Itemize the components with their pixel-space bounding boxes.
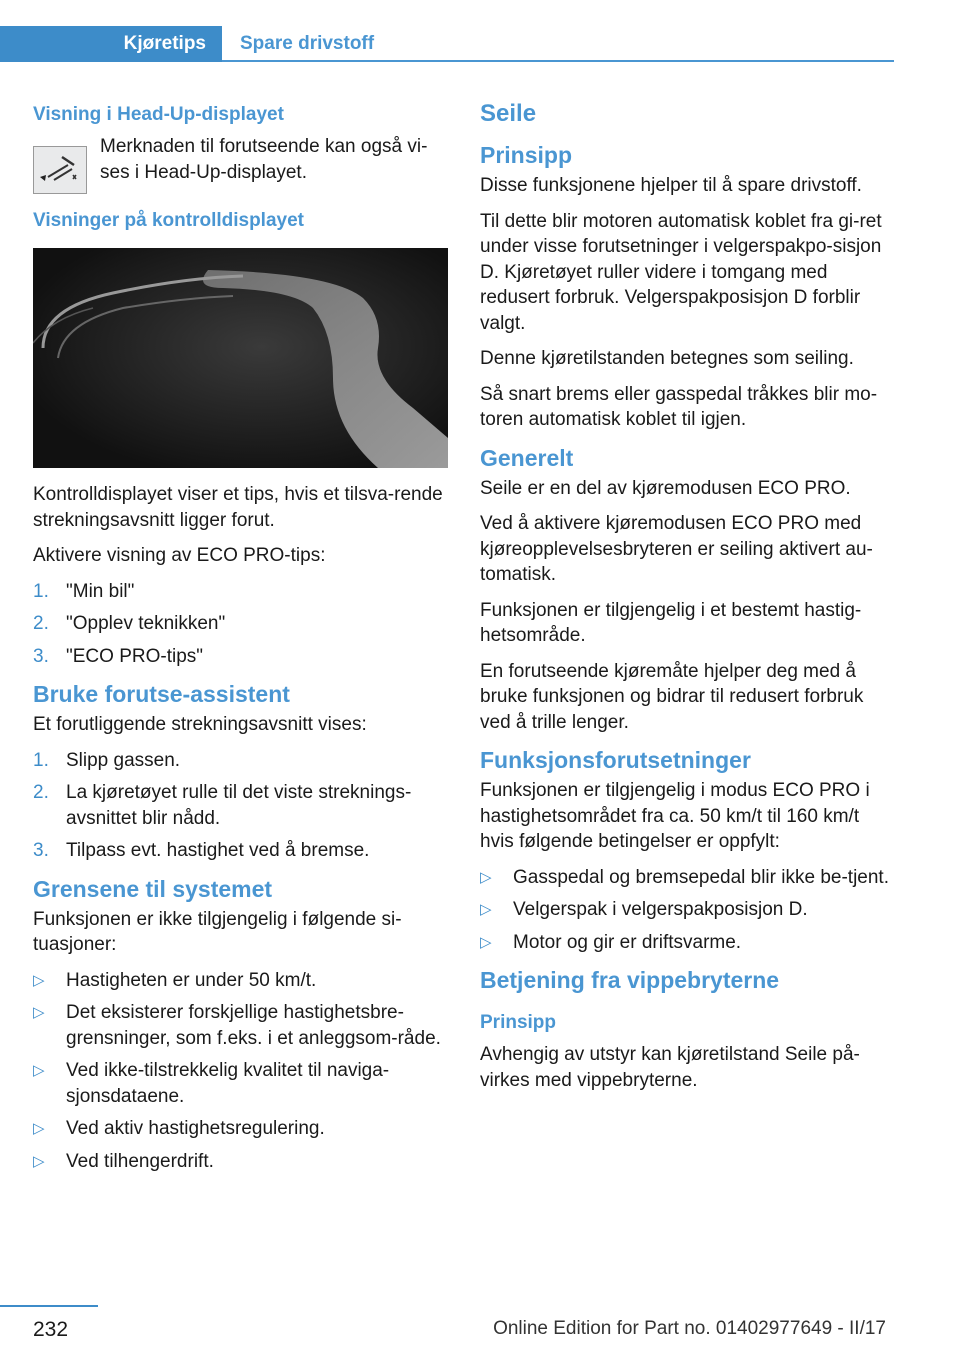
- online-edition-text: Online Edition for Part no. 01402977649 - II/17: [493, 1318, 886, 1339]
- list-item: ▷ Motor og gir er driftsvarme.: [480, 930, 895, 956]
- list-item: 3. "ECO PRO-tips": [33, 645, 204, 667]
- triangle-bullet-icon: ▷: [480, 901, 492, 918]
- list-item: 2. "Opplev teknikken": [33, 613, 226, 634]
- right-column: [480, 100, 895, 1103]
- list-item: ▷ Gasspedal og bremsepedal blir ikke be-tjent.: [480, 865, 895, 891]
- activate-text: Aktivere visning av ECO PRO-tips:: [33, 545, 326, 566]
- paragraph: Til dette blir motoren automatisk koblet fra gi-ret under visse forutsetninger i velgerspakpo-sisjon D. Kjøretøyet ruller videre i tomgang med redusert forbruk. Velgerspakposisjon D forblir valgt.: [480, 210, 882, 334]
- cd-text: Kontrolldisplayet viser et tips, hvis et tilsva-rende strekningsavsnitt ligger forut.: [33, 484, 443, 531]
- list-item: 1. "Min bil": [33, 580, 135, 602]
- hud-heading: Visning i Head-Up-displayet: [33, 104, 284, 125]
- principle-heading: Prinsipp: [480, 142, 573, 168]
- paragraph: Funksjonen er tilgjengelig i et bestemt hastig-hetsområde.: [480, 599, 862, 646]
- limits-list: [33, 968, 448, 1175]
- triangle-bullet-icon: ▷: [33, 1152, 45, 1170]
- triangle-bullet-icon: ▷: [33, 1120, 45, 1137]
- list-item: ▷ Det eksisterer forskjellige hastighetsbre-grensninger, som f.eks. i et anleggsom-råde.: [33, 1000, 448, 1051]
- prereq-heading: Funksjonsforutsetninger: [480, 747, 751, 773]
- footer-rule: [0, 1305, 98, 1307]
- use-steps: [33, 748, 448, 864]
- hud-note: [33, 134, 448, 194]
- list-item: ▷ Velgerspak i velgerspakposisjon D.: [480, 897, 895, 923]
- paragraph: En forutseende kjøremåte hjelper deg med å bruke funksjonen og bidrar til redusert forbruk ved å trille lenger.: [480, 660, 864, 733]
- list-item: 1. Slipp gassen.: [33, 749, 181, 771]
- activate-steps: [33, 579, 448, 670]
- list-item: ▷ Ved ikke-tilstrekkelig kvalitet til naviga-sjonsdataene.: [33, 1058, 448, 1109]
- tab-kjoretips[interactable]: Kjøretips: [0, 26, 222, 62]
- general-heading: Generelt: [480, 444, 574, 471]
- header-rule: [222, 60, 894, 62]
- tab-spare-drivstoff[interactable]: Spare drivstoff: [240, 33, 375, 54]
- road-ahead-icon: [33, 146, 87, 194]
- cd-heading: Visninger på kontrolldisplayet: [33, 210, 304, 231]
- paddle-text: Avhengig av utstyr kan kjøretilstand Seile på-virkes med vippebryterne.: [480, 1044, 860, 1091]
- triangle-bullet-icon: ▷: [33, 971, 45, 989]
- paragraph: Disse funksjonene hjelper til å spare drivstoff.: [480, 175, 862, 196]
- list-item: ▷ Hastigheten er under 50 km/t.: [33, 968, 448, 994]
- triangle-bullet-icon: ▷: [480, 868, 492, 886]
- paragraph: Så snart brems eller gasspedal tråkkes blir mo-toren automatisk koblet til igjen.: [480, 383, 878, 430]
- list-item: 3. Tilpass evt. hastighet ved å bremse.: [33, 840, 370, 861]
- list-item: 2. La kjøretøyet rulle til det viste streknings-avsnittet blir nådd.: [33, 782, 412, 829]
- use-text: Et forutliggende strekningsavsnitt vises:: [33, 714, 367, 735]
- list-item: ▷ Ved tilhengerdrift.: [33, 1149, 448, 1175]
- left-column: [33, 100, 448, 1184]
- seile-heading: Seile: [480, 100, 537, 127]
- hud-text: Merknaden til forutseende kan også vi-ses i Head-Up-displayet.: [100, 136, 428, 183]
- paddle-subheading: Prinsipp: [480, 1012, 557, 1033]
- use-heading: Bruke forutse-assistent: [33, 681, 290, 707]
- prereq-list: [480, 865, 895, 956]
- paddle-heading: Betjening fra vippebryterne: [480, 967, 780, 993]
- triangle-bullet-icon: ▷: [33, 1062, 45, 1079]
- paragraph: Seile er en del av kjøremodusen ECO PRO.: [480, 477, 851, 499]
- paragraph: Denne kjøretilstanden betegnes som seiling.: [480, 348, 854, 369]
- page-number: 232: [33, 1318, 69, 1341]
- list-item: ▷ Ved aktiv hastighetsregulering.: [33, 1116, 448, 1142]
- header-bar: [0, 26, 894, 62]
- road-photo: [33, 248, 448, 468]
- prereq-text: Funksjonen er tilgjengelig i modus ECO PRO i hastighetsområdet fra ca. 50 km/t til 160 km/t hvis følgende betingelser er oppfylt:: [480, 780, 870, 852]
- paragraph: Ved å aktivere kjøremodusen ECO PRO med kjøreopplevelsesbryteren er seiling aktivert au-tomatisk.: [480, 513, 873, 585]
- limits-text: Funksjonen er ikke tilgjengelig i følgende si-tuasjoner:: [33, 908, 402, 955]
- triangle-bullet-icon: ▷: [33, 1004, 45, 1021]
- triangle-bullet-icon: ▷: [480, 933, 492, 951]
- limits-heading: Grensene til systemet: [33, 875, 273, 902]
